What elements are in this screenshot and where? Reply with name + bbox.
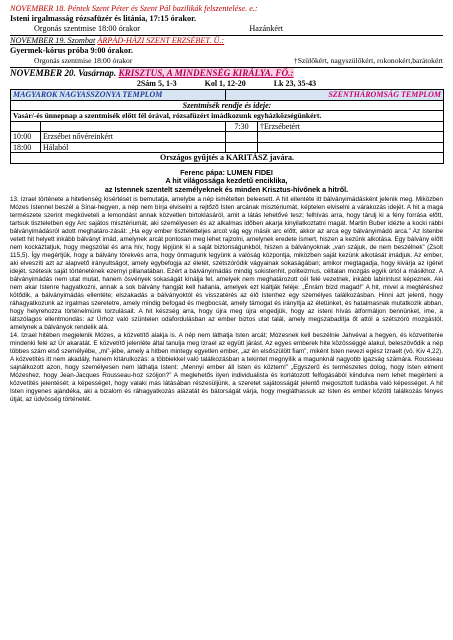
table-subheader-row [11,100,444,111]
schedule-subheader: Szentmisék rendje és ideje: [11,100,444,111]
nov19-mass-label: Orgonás szentmise 18:00 órakor [34,56,133,65]
time-cell-right [226,142,258,153]
nov19-heading-saint: ÁRPÁD-HÁZI SZENT ERZSÉBET. Ü.: [97,36,225,45]
time-cell-right [226,132,258,143]
time-cell-right: 7:30 [226,121,258,132]
table-header-row [11,90,444,101]
intention-cell: Hálaból [41,142,226,153]
intention-cell: Erzsébet nővéreinkért [41,132,226,143]
article-title-line1: Ferenc pápa: LUMEN FIDEI [180,167,273,177]
article-paragraph-13: 13. Izrael története a hitetlenség kísértését is bemutatja, amelybe a nép ismételten beleesett. A hit ellentéte itt bálványimádásként jelenik meg. Miközben Mózes Istennel beszél a Sínai-hegyen, a nép nem bírja elviselni a rejtőző Isten arcának misztériumát, képtelen elviselni a várakozás idejét. A hit a maga természete szerint megköveteli a lemondást annak közvetlen birtoklásáról, amit a látás lehetővé tesz; felhívás arra, hogy tárulj ki a fény forrása előtt, tartsuk tiszteletben egy Arc sajátos misztériumát, aki személyesen és az alkalmas időben akarja kinyilatkoztatni magát. Martin Buber idézte a kocki rabbi bálványimádásról adott meghatáro-zását: „Ha egy ember tiszteletteljes arcot vág egy másik arc előtt, akkor az arca egy bálványimádó arca.” Az Istenbe vetett hit helyett inkább bálványt imád, amelynek arcát pontosan meg lehet rajzolni, amelynek eredete ismert, hiszen a kezünk alkotása. Egy bálvány előtt nem kockáztatjuk, hogy megszólal és arra hív, hogy lépjünk ki a saját biztonságunkból, hiszen a bálványoknak „van szájuk, de nem beszélnek” (Zsolt 115,5). Így megértjük, hogy a bálvány törekvés arra, hogy önmagunk legyünk a valóság központja, miközben saját kezünk alkotását imádjuk. Az ember, aki elveszíti azt az alapvető irányultságot, amely egybefogja az életét, szétszóródik vágyainak sokaságában; amikor megtagadja, hogy kivárja az ígéret idejét, szétesik saját történetének ezernyi pillanatában. Ezért a bálványimádás mindig sokistenhit, politeizmus, céltalan mozgás egyik úrtól a másikhoz. A bálványimádás nem utat mutat, hanem ösvények sokaságát kínálja fel, amelyek nem meghatározott cél felé vezetnek, inkább labirintust képeznek. Aki nem akar Istenre hagyatkozni, annak a sok bálvány hangját kell hallania, amelyek ezt kiáltják feléje: „Énrám bízd magad!” A hit, mivel a megtéréshez kötődik, a bálványimádás ellentéte; elszakadás a bálványoktól és visszatérés az élő Istenhez egy személyes találkozásban. Hinni azt jelenti, hogy ráhagyatkozunk az irgalmas szeretetre, amely mindig befogad és megbocsát, amely támogat és irányítja az életünket, és hatalmasnak mutatkozik abban, hogy helyrehozza történelmünk torzulásait. A hit készség arra, hogy újra meg újra engedjük, hogy az isteni hívás átformáljon bennünket, ime, a látszólagos ellentmondás: az Úrhoz való szüntelen odafordulásban az ember biztos utat talál, amely megszabadítja őt attól a szétszóró mozgástól, amelynek a bálványok rendelik alá. [10,196,443,332]
collection-note: Országos gyűjtés a KARITÁSZ javára. [11,153,444,164]
mass-schedule-table [10,89,444,164]
reading-3: Lk 23, 35-43 [273,79,317,88]
nov20-heading-feast: KRISZTUS, A MINDENSÉG KIRÁLYA. FŐ.: [118,68,294,78]
nov19-mass-place: †Szülőkért, nagyszülőkért, rokonokért,barátokért [293,56,443,65]
time-cell: 18:00 [11,142,41,153]
nov18-mass-label: Orgonás szentmise 18:00 órakor [34,24,141,33]
bulletin-page [10,0,443,404]
church-left-header: MAGYAROK NAGYASSZONYA TEMPLOM [11,90,226,101]
nov19-heading [10,36,443,46]
intention-cell-right [258,142,444,153]
nov19-heading-prefix: NOVEMBER 19. Szombat [10,36,96,45]
nov18-heading: NOVEMBER 18. Péntek Szent Péter és Szent Pál bazilikák felszentelése. e.: [10,4,258,13]
nov20-heading-prefix: NOVEMBER 20. Vasárnap. [10,68,117,78]
church-right-header: SZENTHÁROMSÁG TEMPLOM [226,90,444,101]
table-row [11,142,444,153]
nov19-mass [10,56,443,66]
article-title-line2: A hit világossága kezdetű enciklika, [165,176,288,186]
intention-cell-right: †Erzsébetért [258,121,444,132]
nov18-mass-place: Hazánkért [249,24,283,33]
time-cell: 10:00 [11,132,41,143]
article-title [10,169,443,195]
reading-1: 2Sám 5, 1-3 [136,79,177,88]
article-title-line3: az Istennek szentelt személyeknek és minden Krisztus-hívőnek a hitről. [104,184,349,194]
table-note-row [11,111,444,122]
time-cell [11,121,41,132]
intention-cell [41,121,226,132]
rosary-note: Vasár/-és ünnepnap a szentmisék előtt fél órával, rózsafüzért imádkozunk egyházközségünkért. [11,111,444,122]
nov19-event: Gyermek-kórus próba 9:00 órakor. [10,46,133,55]
nov20-readings [10,79,443,89]
table-footer-row [11,153,444,164]
nov18-mass [10,24,443,34]
article-body [10,196,443,404]
nov18-event: Isteni irgalmasság rózsafüzér és litánia, 17:15 órakor. [10,14,197,23]
article-paragraph-14: 14. Izrael hitében megjelenik Mózes, a közvetítő alakja is. A nép nem láthatja Isten arcát; Mózesnek kell beszélnie Jahvéval a hegyen, és közvetítenie mindenki felé az Úr akaratát. E közvetítő jelenléte által tanulja meg Izrael az együtt járást. Az egyes emberek hite közösséggé alakul, beleszövődik a nép többes szám első személyébe, „mi”-jébe, amely a hitben mintegy egyetlen ember, „az én elsőszülött fiam”, miként Isten nevezi egész Izraelt (vö. Kiv 4,22). A közvetítés itt nem akadály, hanem kitárulkozás: a többiekkel való találkozásban a tekintet megnyílik a magunknál nagyobb igazság számára. Rousseau sajnálkozott azon, hogy személyesen nem láthatja Istent: „Mennyi ember áll Isten és köztem!” „Egyszerű és természetes dolog, hogy Isten elment Mózeshez, hogy Jean-Jacques Rousseau-hoz szóljon?” A meglehetős ilyen individualista és korlátozott felfogásából kiindulva nem lehet megérteni a közvetítés jelentését; a képességet, hogy valaki más látásában részesüljünk, a szeretet sajátosságát jelentő megosztott tudásba való képességet. A hit Isten ingyenes ajándéka, aki a bizalom és ráhagyatkozás alázatát és bátorságát várja, hogy megláthassuk az Isten és ember közötti találkozás fényes útját, az üdvösség történetét. [10,332,443,404]
table-row [11,132,444,143]
nov20-heading [10,68,443,79]
intention-cell-right [258,132,444,143]
table-row [11,121,444,132]
reading-2: Kol 1, 12-20 [204,79,246,88]
